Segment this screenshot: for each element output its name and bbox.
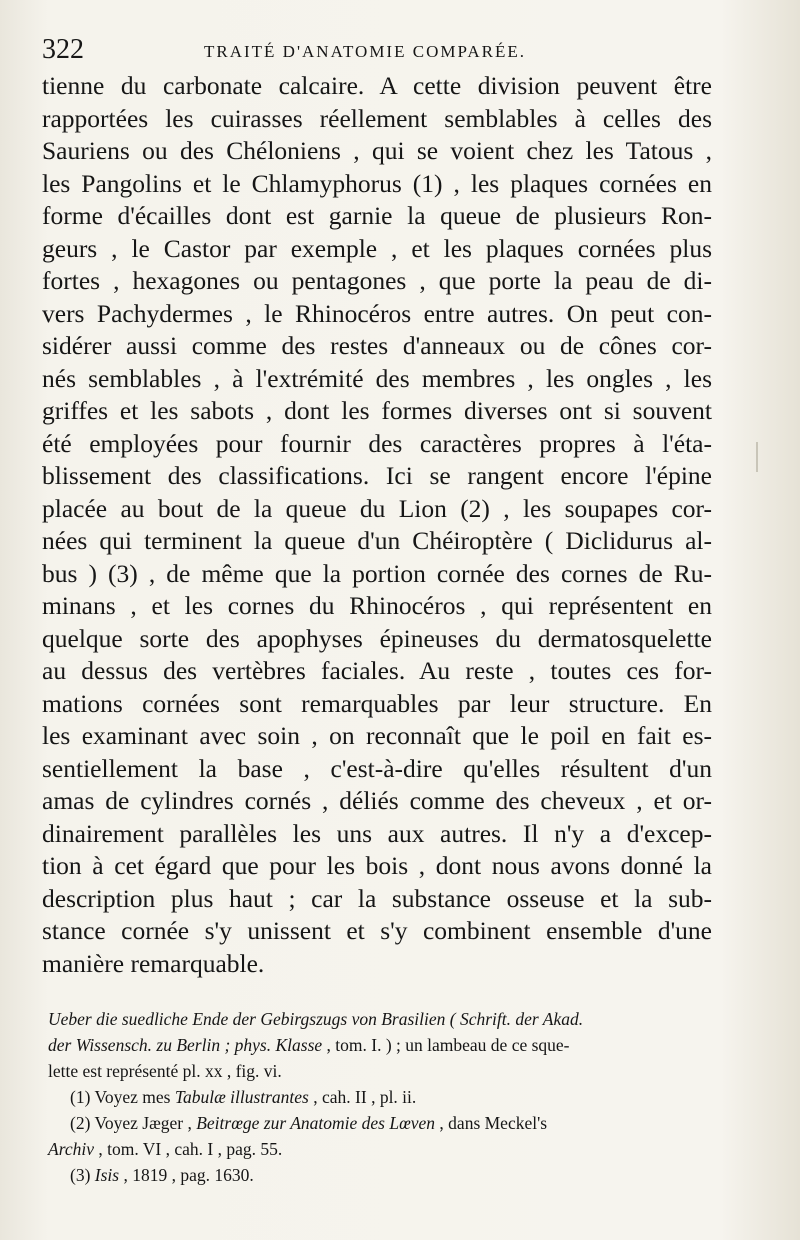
text-line: placée au bout de la queue du Lion (2) , les soupapes cor- [42, 493, 712, 523]
footnote-text: Ueber die suedliche Ende der Gebirgszugs von Brasilien ( Schrift. der Akad. [48, 1009, 584, 1029]
page-number: 322 [42, 34, 84, 65]
text-line: fortes , hexagones ou pentagones , que porte la peau de di- [42, 266, 712, 295]
text-line: tienne du carbonate calcaire. A cette division peuvent être [42, 71, 712, 100]
footnote-text: , dans Meckel's [435, 1113, 548, 1133]
footnote-1 [48, 1084, 718, 1110]
footnote-text: , 1819 , pag. 1630. [119, 1165, 254, 1185]
text-line: manière remarquable. [42, 948, 265, 978]
footnote-text: (2) Voyez Jæger , [70, 1113, 197, 1133]
text-line: griffes et les sabots , dont les formes diverses ont si souvent [42, 396, 712, 425]
text-line: nés semblables , à l'extrémité des membres , les ongles , les [42, 363, 712, 393]
text-line: dinairement parallèles les uns aux autres. Il n'y a d'excep- [42, 818, 712, 848]
footnote-text: Isis [94, 1165, 120, 1185]
footnote-3 [48, 1162, 718, 1188]
footnote-text: Archiv [48, 1139, 94, 1159]
footnote-continuation-line-1 [48, 1006, 718, 1032]
text-line: tion à cet égard que pour les bois , dont nous avons donné la [42, 851, 712, 880]
text-line: sidérer aussi comme des restes d'anneaux ou de cônes cor- [42, 331, 712, 360]
text-line: les Pangolins et le Chlamyphorus (1) , les plaques cornées en [42, 168, 712, 198]
text-line: description plus haut ; car la substance osseuse et la sub- [42, 883, 712, 913]
text-line: geurs , le Castor par exemple , et les plaques cornées plus [42, 233, 712, 263]
text-line: mations cornées sont remarquables par leur structure. En [42, 688, 712, 718]
text-line: Sauriens ou des Chéloniens , qui se voient chez les Tatous , [42, 136, 712, 165]
text-line: forme d'écailles dont est garnie la queue de plusieurs Ron- [42, 201, 712, 230]
footnote-text: der Wissensch. zu Berlin ; phys. Klasse [48, 1035, 323, 1055]
text-line: quelque sorte des apophyses épineuses du dermatosquelette [42, 623, 712, 653]
text-line: stance cornée s'y unissent et s'y combinent ensemble d'une [42, 916, 712, 945]
text-line: sentiellement la base , c'est-à-dire qu'elles résultent d'un [42, 753, 712, 783]
footnote-text: Tabulæ illustrantes [174, 1087, 309, 1107]
footnote-text: , cah. II , pl. ii. [308, 1087, 417, 1107]
text-line: blissement des classifications. Ici se rangent encore l'épine [42, 461, 712, 490]
footnote-continuation-line-3 [48, 1058, 718, 1084]
footnote-text: , tom. I. ) ; un lambeau de ce sque- [322, 1035, 570, 1055]
text-line: les examinant avec soin , on reconnaît que le poil en fait es- [42, 721, 712, 750]
text-line: vers Pachydermes , le Rhinocéros entre autres. On peut con- [42, 298, 712, 328]
page-header [42, 30, 742, 70]
text-line: été employées pour fournir des caractères propres à l'éta- [42, 428, 712, 458]
footnote-2 [48, 1110, 718, 1136]
footnote-text: Beitrœge zur Anatomie des Lœven [196, 1113, 436, 1133]
footnote-text: (3) [70, 1165, 95, 1185]
text-line: au dessus des vertèbres faciales. Au reste , toutes ces for- [42, 656, 712, 685]
text-line: rapportées les cuirasses réellement semblables à celles des [42, 103, 712, 133]
footnote-2-continuation [48, 1136, 718, 1162]
footnote-text: , tom. VI , cah. I , pag. 55. [94, 1139, 283, 1159]
text-line: minans , et les cornes du Rhinocéros , qui représentent en [42, 591, 712, 620]
margin-mark [756, 442, 758, 472]
text-line: bus ) (3) , de même que la portion cornée des cornes de Ru- [42, 558, 712, 588]
main-text [42, 70, 712, 980]
footnote-text: lette est représenté pl. xx , fig. vi. [48, 1061, 282, 1081]
text-line: amas de cylindres cornés , déliés comme des cheveux , et or- [42, 786, 712, 815]
running-head: TRAITÉ D'ANATOMIE COMPARÉE. [204, 42, 526, 61]
footnotes [48, 1006, 718, 1188]
footnote-continuation-line-2 [48, 1032, 718, 1058]
text-line: nées qui terminent la queue d'un Chéiroptère ( Diclidurus al- [42, 526, 712, 555]
footnote-text: (1) Voyez mes [70, 1087, 175, 1107]
